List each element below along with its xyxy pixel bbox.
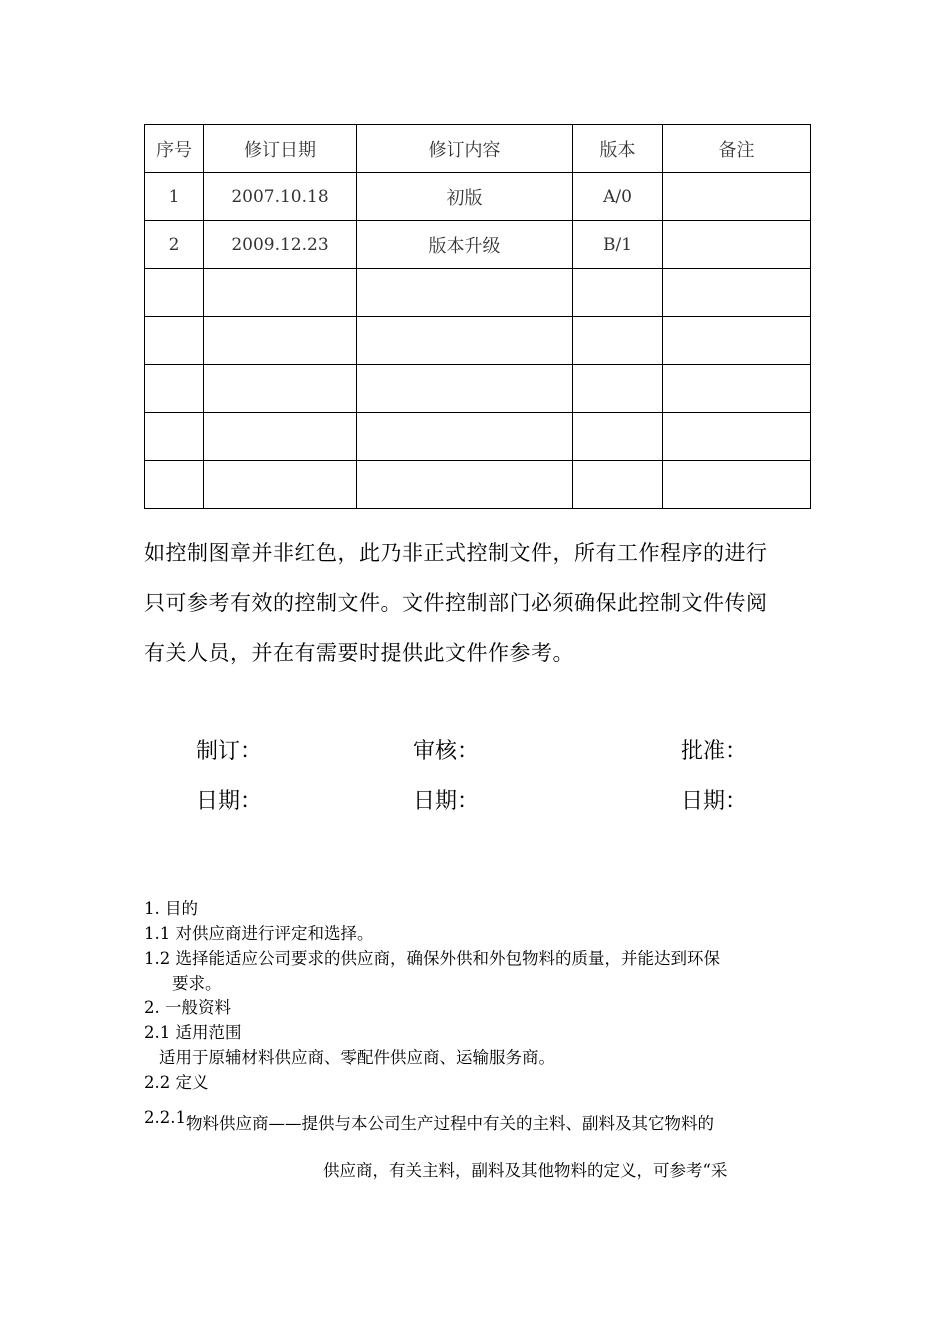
table-header-cell: 修订内容 [357,125,573,173]
section-item: 1.2 选择能适应公司要求的供应商，确保外供和外包物料的质量，并能达到环保 [144,949,720,968]
table-cell [357,413,573,461]
section-item: 2.1 适用范围 [144,1023,242,1042]
definition-text: 供应商，有关主料，副料及其他物料的定义，可参考“采 [323,1161,728,1180]
table-cell [663,461,811,509]
table-cell [204,413,357,461]
table-cell [357,317,573,365]
table-cell [573,317,663,365]
approved-label: 批准： [681,739,748,764]
table-header-cell: 备注 [663,125,811,173]
table-cell [145,365,204,413]
table-cell: B/1 [573,221,663,269]
table-header-cell: 序号 [145,125,204,173]
table-row [145,461,811,509]
revision-table [144,124,811,509]
table-cell [663,365,811,413]
table-header-row [145,125,811,173]
notice-line: 有关人员，并在有需要时提供此文件作参考。 [144,641,574,665]
section-heading: 2. 一般资料 [144,998,231,1017]
table-cell [204,317,357,365]
definition-text: 物料供应商——提供与本公司生产过程中有关的主料、副料及其它物料的 [186,1114,714,1133]
approved-date-label: 日期： [681,789,748,814]
table-row [145,317,811,365]
section-item: 2.2 定义 [144,1073,209,1092]
table-cell [357,269,573,317]
table-cell: 版本升级 [357,221,573,269]
reviewed-label: 审核： [413,739,480,764]
table-row [145,269,811,317]
table-cell [204,365,357,413]
table-cell: 2009.12.23 [204,221,357,269]
table-cell: 1 [145,173,204,221]
table-cell [573,269,663,317]
table-cell [663,221,811,269]
table-cell [573,413,663,461]
table-cell [663,317,811,365]
table-cell [357,365,573,413]
table-cell [204,461,357,509]
table-row [145,413,811,461]
table-cell [663,269,811,317]
notice-line: 只可参考有效的控制文件。文件控制部门必须确保此控制文件传阅 [144,591,768,615]
table-row [145,365,811,413]
section-item-continuation: 要求。 [172,974,222,993]
section-item: 1.1 对供应商进行评定和选择。 [144,924,374,943]
table-cell [357,461,573,509]
notice-line: 如控制图章并非红色，此乃非正式控制文件，所有工作程序的进行 [144,541,768,565]
table-cell [145,461,204,509]
table-cell: 2007.10.18 [204,173,357,221]
section-heading: 1. 目的 [144,899,198,918]
prepared-label: 制订： [196,739,263,764]
table-cell [663,413,811,461]
section-body: 适用于原辅材料供应商、零配件供应商、运输服务商。 [159,1048,555,1067]
table-cell: 初版 [357,173,573,221]
table-cell [573,461,663,509]
table-cell [204,269,357,317]
table-header-cell: 修订日期 [204,125,357,173]
reviewed-date-label: 日期： [413,789,480,814]
section-number: 2.2.1 [144,1108,186,1127]
table-cell [145,413,204,461]
table-cell [145,317,204,365]
table-cell [573,365,663,413]
table-row [145,173,811,221]
table-cell: 2 [145,221,204,269]
table-cell [663,173,811,221]
table-row [145,221,811,269]
control-notice [144,528,814,678]
table-cell: A/0 [573,173,663,221]
table-header-cell: 版本 [573,125,663,173]
table-cell [145,269,204,317]
prepared-date-label: 日期： [196,789,263,814]
